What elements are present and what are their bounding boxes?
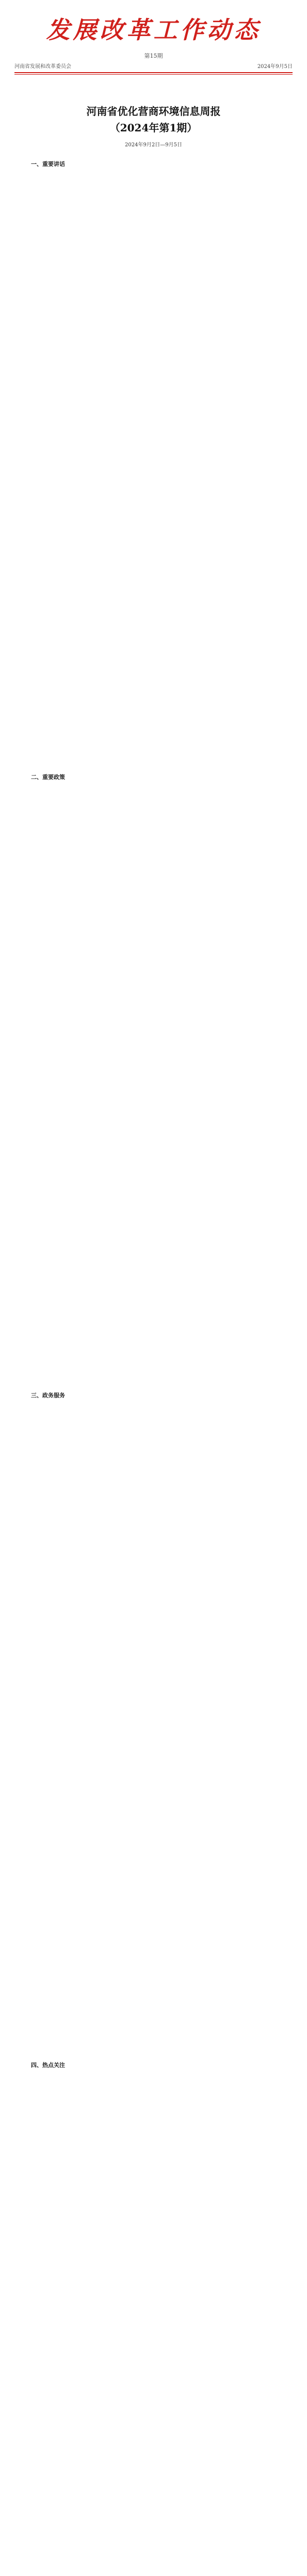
- document-title: [0, 103, 307, 136]
- section-head-3: 三、政务服务: [31, 1392, 65, 1399]
- masthead-rule: [14, 72, 293, 73]
- section-head-4: 四、热点关注: [31, 2062, 65, 2069]
- masthead-rule-thin: [14, 74, 293, 75]
- issue-meta: [14, 62, 293, 70]
- section-head-1: 一、重要讲话: [31, 161, 65, 167]
- issue-number: 第15期: [144, 53, 163, 59]
- section-head-2: 二、重要政策: [31, 774, 65, 781]
- masthead-title: 发展改革工作动态: [46, 16, 261, 44]
- document-subtitle: 2024年9月2日—9月5日: [125, 142, 182, 148]
- document-title-line2: （2024年第1期）: [109, 122, 198, 134]
- issue-date: 2024年9月5日: [257, 64, 293, 70]
- document-title-line1: 河南省优化营商环境信息周报: [86, 105, 221, 117]
- masthead: [0, 0, 307, 77]
- issuing-org: 河南省发展和改革委员会: [14, 64, 71, 70]
